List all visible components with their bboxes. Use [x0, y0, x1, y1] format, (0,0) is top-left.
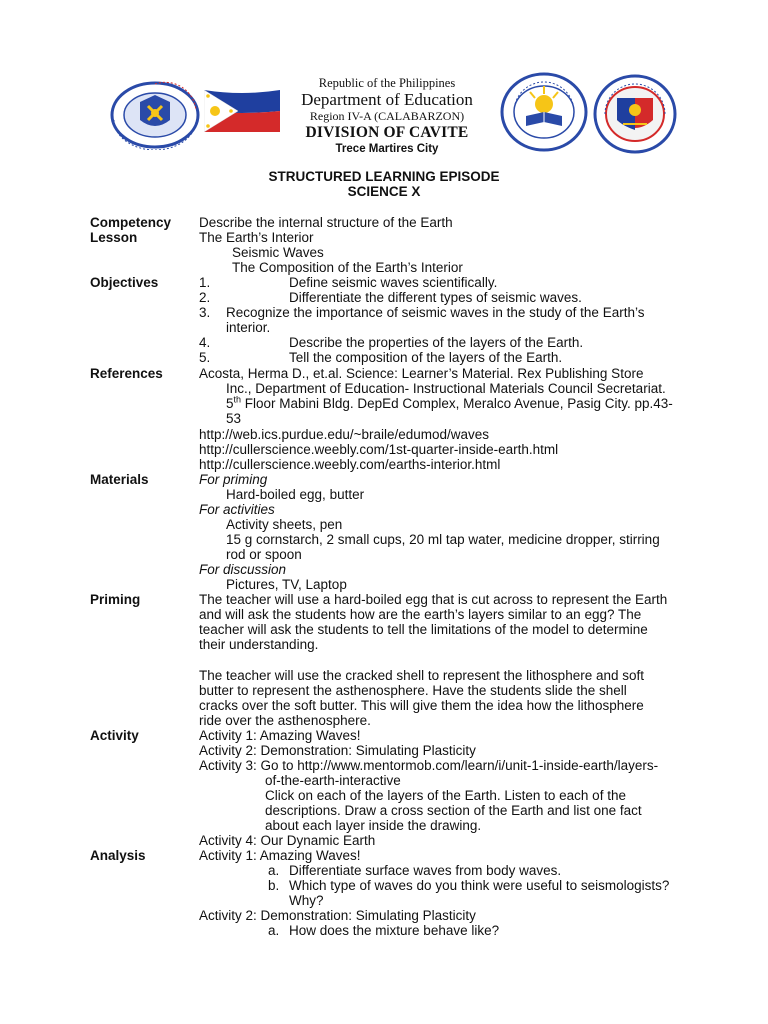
reference-book-line: 53 — [226, 411, 242, 426]
activity-item: Activity 1: Amazing Waves! — [199, 728, 361, 743]
analysis-item-letter: b. — [268, 878, 280, 893]
priming-paragraph-line: teacher will ask the students to tell the limitations of the model to determine — [199, 622, 648, 637]
objective-text: Tell the composition of the layers of the Earth. — [289, 350, 563, 365]
objectives-label: Objectives — [90, 275, 159, 290]
reference-book-line: Inc., Department of Education- Instructional Materials Council Secretariat. — [226, 381, 666, 396]
materials-discussion-items: Pictures, TV, Laptop — [226, 577, 347, 592]
materials-priming-items: Hard-boiled egg, butter — [226, 487, 365, 502]
analysis-label: Analysis — [90, 848, 146, 863]
objective-num: 1. — [199, 275, 211, 290]
activity-item-cont: about each layer inside the drawing. — [265, 818, 482, 833]
reference-url[interactable]: http://cullerscience.weebly.com/1st-quarter-inside-earth.html — [199, 442, 559, 457]
activity-item-cont: Click on each of the layers of the Earth. Listen to each of the — [265, 788, 626, 803]
objective-text: Differentiate the different types of seismic waves. — [289, 290, 582, 305]
priming-paragraph-line: The teacher will use a hard-boiled egg that is cut across to represent the Earth — [199, 592, 668, 607]
analysis-item-letter: a. — [268, 863, 280, 878]
analysis-item-text: Which type of waves do you think were useful to seismologists? — [289, 878, 670, 893]
objective-text: Recognize the importance of seismic waves in the study of the Earth’s — [226, 305, 645, 320]
activity-item: Activity 2: Demonstration: Simulating Plasticity — [199, 743, 476, 758]
objective-text: Define seismic waves scientifically. — [289, 275, 498, 290]
priming-paragraph-line: cracks over the soft butter. This will give them the idea how the lithosphere — [199, 698, 644, 713]
analysis-item-letter: a. — [268, 923, 280, 938]
deped-header — [282, 76, 492, 156]
analysis-activity: Activity 2: Demonstration: Simulating Plasticity — [199, 908, 476, 923]
lesson-sub-1: Seismic Waves — [232, 245, 324, 260]
cavite-division-seal-icon — [500, 72, 588, 152]
objective-text-cont: interior. — [226, 320, 271, 335]
materials-discussion-heading: For discussion — [199, 562, 287, 577]
materials-activities-heading: For activities — [199, 502, 275, 517]
floor-suffix: th — [233, 394, 242, 405]
lesson-sub-2: The Composition of the Earth’s Interior — [232, 260, 463, 275]
materials-priming-heading: For priming — [199, 472, 268, 487]
activity-item: Activity 4: Our Dynamic Earth — [199, 833, 376, 848]
reference-book-line: Acosta, Herma D., et.al. Science: Learner’s Material. Rex Publishing Store — [199, 366, 644, 381]
analysis-item-text-cont: Why? — [289, 893, 324, 908]
floor-number: 5 — [226, 396, 234, 411]
episode-title: STRUCTURED LEARNING EPISODE — [268, 169, 500, 184]
address-text: Floor Mabini Bldg. DepEd Complex, Meralco Avenue, Pasig City. pp.43- — [241, 396, 673, 411]
cavite-province-seal-icon — [593, 74, 677, 154]
reference-url[interactable]: http://cullerscience.weebly.com/earths-interior.html — [199, 457, 501, 472]
priming-paragraph-line: butter to represent the asthenosphere. Have the students slide the shell — [199, 683, 627, 698]
priming-paragraph-line: The teacher will use the cracked shell to represent the lithosphere and soft — [199, 668, 644, 683]
department-line: Department of Education — [301, 90, 473, 109]
references-label: References — [90, 366, 163, 381]
priming-paragraph-line: ride over the asthenosphere. — [199, 713, 371, 728]
lesson-label: Lesson — [90, 230, 138, 245]
activity-item-cont: descriptions. Draw a cross section of the Earth and list one fact — [265, 803, 642, 818]
activity-item: Activity 3: Go to http://www.mentormob.com/learn/i/unit-1-inside-earth/layers- — [199, 758, 659, 773]
region-line: Region IV-A (CALABARZON) — [309, 109, 465, 123]
objective-num: 4. — [199, 335, 211, 350]
deped-seal-icon — [108, 80, 202, 150]
materials-label: Materials — [90, 472, 149, 487]
philippine-flag-icon — [204, 90, 280, 132]
competency-label: Competency — [90, 215, 172, 230]
priming-paragraph-line: and will ask the students how are the earth’s layers similar to an egg? The — [199, 607, 642, 622]
objective-num: 3. — [199, 305, 211, 320]
lesson-main: The Earth’s Interior — [199, 230, 314, 245]
materials-activities-items: 15 g cornstarch, 2 small cups, 20 ml tap water, medicine dropper, stirring — [226, 532, 660, 547]
republic-line: Republic of the Philippines — [318, 76, 456, 90]
reference-url[interactable]: http://web.ics.purdue.edu/~braile/edumod/waves — [199, 427, 490, 442]
materials-activities-items: Activity sheets, pen — [226, 517, 343, 532]
city-line: Trece Martires City — [335, 143, 439, 155]
analysis-item-text: How does the mixture behave like? — [289, 923, 500, 938]
competency-text: Describe the internal structure of the Earth — [199, 215, 453, 230]
reference-book-line — [226, 396, 673, 411]
objective-num: 2. — [199, 290, 211, 305]
priming-label: Priming — [90, 592, 141, 607]
analysis-activity: Activity 1: Amazing Waves! — [199, 848, 361, 863]
objective-text: Describe the properties of the layers of the Earth. — [289, 335, 584, 350]
subject-title: SCIENCE X — [347, 184, 421, 199]
activity-item-cont: of-the-earth-interactive — [265, 773, 401, 788]
objective-num: 5. — [199, 350, 211, 365]
division-line: DIVISION OF CAVITE — [305, 124, 469, 141]
priming-paragraph-line: their understanding. — [199, 637, 319, 652]
activity-label: Activity — [90, 728, 139, 743]
analysis-item-text: Differentiate surface waves from body waves. — [289, 863, 562, 878]
materials-activities-items: rod or spoon — [226, 547, 302, 562]
